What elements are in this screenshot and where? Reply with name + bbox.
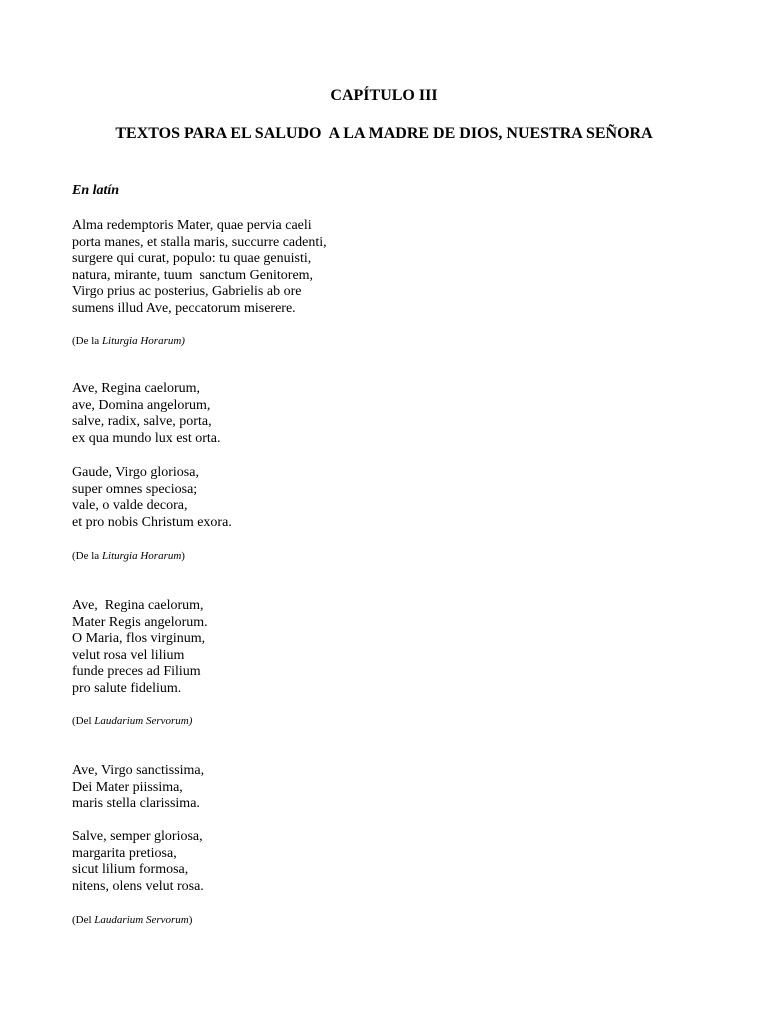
verse-line: Gaude, Virgo gloriosa, xyxy=(72,465,199,480)
verse-block-gaude-virgo xyxy=(72,465,232,531)
verse-line: O Maria, flos virginum, xyxy=(72,631,206,646)
source-citation xyxy=(72,714,192,728)
verse-block-ave-regina-caelorum xyxy=(72,381,221,447)
verse-line: margarita pretiosa, xyxy=(72,845,177,861)
verse-block-ave-virgo-sanctissima xyxy=(72,763,204,813)
chapter-title: CAPÍTULO III xyxy=(330,87,438,104)
verse-block-alma-redemptoris xyxy=(72,218,327,317)
verse-line: et pro nobis Christum exora. xyxy=(72,514,232,530)
verse-line: funde preces ad Filium xyxy=(72,664,201,679)
source-work: Liturgia Horarum xyxy=(101,550,182,562)
verse-line: Salve, semper gloriosa, xyxy=(72,829,203,844)
verse-line: Ave, Regina caelorum, xyxy=(72,381,201,396)
language-subheading: En latín xyxy=(72,183,120,198)
verse-line: Alma redemptoris Mater, quae pervia caeli xyxy=(72,218,312,233)
verse-line: Mater Regis angelorum. xyxy=(72,614,208,630)
source-suffix: ) xyxy=(181,550,185,562)
source-citation xyxy=(72,549,185,563)
verse-block-ave-mater-regis xyxy=(72,598,208,697)
verse-line: velut rosa vel lilium xyxy=(72,647,185,663)
verse-line: pro salute fidelium. xyxy=(72,680,182,696)
verse-line: Ave, Regina caelorum, xyxy=(72,598,204,613)
source-prefix: (Del xyxy=(72,715,95,727)
verse-line: maris stella clarissima. xyxy=(72,796,200,811)
verse-line: Dei Mater piissima, xyxy=(72,779,183,795)
source-prefix: (De la xyxy=(72,335,102,347)
verse-block-salve-semper-gloriosa xyxy=(72,829,204,895)
section-title: TEXTOS PARA EL SALUDO A LA MADRE DE DIOS, NUESTRA SEÑORA xyxy=(115,125,653,142)
verse-line: super omnes speciosa; xyxy=(72,481,198,497)
source-citation xyxy=(72,334,185,348)
verse-line: nitens, olens velut rosa. xyxy=(72,878,204,894)
verse-line: Virgo prius ac posterius, Gabrielis ab ore xyxy=(72,284,302,299)
source-prefix: (Del xyxy=(72,914,95,926)
verse-line: surgere qui curat, populo: tu quae genuisti, xyxy=(72,251,312,266)
verse-line: ave, Domina angelorum, xyxy=(72,397,211,413)
source-work: Laudarium Servorum xyxy=(94,914,189,926)
source-suffix: ) xyxy=(188,914,193,926)
verse-line: salve, radix, salve, porta, xyxy=(72,414,212,429)
source-citation xyxy=(72,913,192,927)
verse-line: vale, o valde decora, xyxy=(72,498,188,513)
source-prefix: (De la xyxy=(72,550,102,562)
verse-line: porta manes, et stalla maris, succurre cadenti, xyxy=(72,234,327,250)
verse-line: ex qua mundo lux est orta. xyxy=(72,430,221,446)
source-work: Liturgia Horarum) xyxy=(101,335,185,347)
verse-line: sicut lilium formosa, xyxy=(72,862,189,877)
source-work: Laudarium Servorum) xyxy=(94,715,193,727)
verse-line: Ave, Virgo sanctissima, xyxy=(72,763,205,778)
verse-line: natura, mirante, tuum sanctum Genitorem, xyxy=(72,267,314,283)
verse-line: sumens illud Ave, peccatorum miserere. xyxy=(72,300,296,316)
